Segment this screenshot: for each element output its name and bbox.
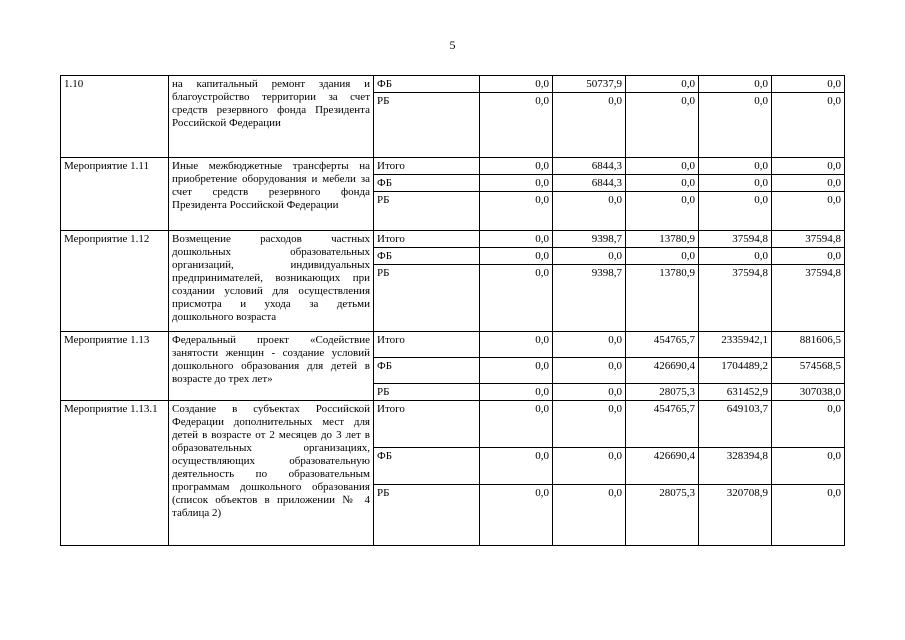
amount-cell: 0,0: [772, 448, 845, 485]
amount-cell: 0,0: [480, 93, 553, 158]
amount-cell: 37594,8: [699, 231, 772, 248]
amount-cell: 574568,5: [772, 358, 845, 384]
amount-cell: 0,0: [553, 332, 626, 358]
amount-cell: 320708,9: [699, 485, 772, 546]
amount-cell: 0,0: [626, 76, 699, 93]
amount-cell: 307038,0: [772, 384, 845, 401]
amount-cell: 0,0: [772, 158, 845, 175]
amount-cell: 0,0: [480, 485, 553, 546]
amount-cell: 0,0: [772, 485, 845, 546]
amount-cell: 0,0: [553, 401, 626, 448]
amount-cell: 0,0: [480, 76, 553, 93]
funding-source: РБ: [374, 384, 480, 401]
amount-cell: 37594,8: [772, 231, 845, 248]
measure-description: на капитальный ремонт здания и благоустройство территории за счет средств резервного фонда Президента Российской Федерации: [169, 76, 374, 158]
amount-cell: 0,0: [553, 485, 626, 546]
amount-cell: 0,0: [772, 76, 845, 93]
funding-source: ФБ: [374, 358, 480, 384]
amount-cell: 0,0: [772, 192, 845, 231]
funding-source: Итого: [374, 231, 480, 248]
amount-cell: 0,0: [772, 175, 845, 192]
measure-description: Иные межбюджетные трансферты на приобретение оборудования и мебели за счет средств резервного фонда Президента Российской Федерации: [169, 158, 374, 231]
amount-cell: 0,0: [553, 248, 626, 265]
amount-cell: 0,0: [626, 192, 699, 231]
funding-source: РБ: [374, 192, 480, 231]
funding-source: РБ: [374, 485, 480, 546]
amount-cell: 0,0: [699, 248, 772, 265]
amount-cell: 0,0: [480, 358, 553, 384]
funding-source: Итого: [374, 401, 480, 448]
funding-source: ФБ: [374, 175, 480, 192]
amount-cell: 631452,9: [699, 384, 772, 401]
page-number: 5: [449, 38, 456, 52]
amount-cell: 454765,7: [626, 401, 699, 448]
amount-cell: 0,0: [480, 231, 553, 248]
measure-code: Мероприятие 1.13: [61, 332, 169, 401]
amount-cell: 0,0: [553, 384, 626, 401]
table-row: [61, 231, 845, 248]
amount-cell: 0,0: [553, 358, 626, 384]
amount-cell: 0,0: [480, 265, 553, 332]
amount-cell: 37594,8: [699, 265, 772, 332]
amount-cell: 13780,9: [626, 231, 699, 248]
amount-cell: 649103,7: [699, 401, 772, 448]
amount-cell: 6844,3: [553, 158, 626, 175]
amount-cell: 328394,8: [699, 448, 772, 485]
amount-cell: 0,0: [626, 158, 699, 175]
amount-cell: 0,0: [480, 332, 553, 358]
amount-cell: 1704489,2: [699, 358, 772, 384]
amount-cell: 28075,3: [626, 384, 699, 401]
funding-source: ФБ: [374, 448, 480, 485]
amount-cell: 9398,7: [553, 231, 626, 248]
measure-description: Возмещение расходов частных дошкольных образовательных организаций, индивидуальных предпринимателей, возникающих при создании условий для осуществления присмотра и ухода за детьми дошкольного возраста: [169, 231, 374, 332]
amount-cell: 881606,5: [772, 332, 845, 358]
measure-code: Мероприятие 1.12: [61, 231, 169, 332]
measure-code: Мероприятие 1.11: [61, 158, 169, 231]
amount-cell: 0,0: [480, 248, 553, 265]
amount-cell: 426690,4: [626, 358, 699, 384]
measure-description: Создание в субъектах Российской Федерации дополнительных мест для детей в возрасте от 2 месяцев до 3 лет в образовательных организациях, осуществляющих образовательную деятельность по образовательным программам дошкольного образования (список объектов в приложении № 4 таблица 2): [169, 401, 374, 546]
amount-cell: 0,0: [626, 93, 699, 158]
amount-cell: 0,0: [699, 93, 772, 158]
amount-cell: 0,0: [480, 158, 553, 175]
table-row: [61, 76, 845, 93]
amount-cell: 0,0: [553, 448, 626, 485]
amount-cell: 0,0: [626, 175, 699, 192]
amount-cell: 6844,3: [553, 175, 626, 192]
table-row: [61, 332, 845, 358]
amount-cell: 0,0: [772, 401, 845, 448]
table-row: [61, 401, 845, 448]
amount-cell: 0,0: [626, 248, 699, 265]
amount-cell: 0,0: [772, 93, 845, 158]
amount-cell: 9398,7: [553, 265, 626, 332]
measure-code: 1.10: [61, 76, 169, 158]
amount-cell: 0,0: [699, 175, 772, 192]
measure-description: Федеральный проект «Содействие занятости женщин - создание условий дошкольного образования для детей в возрасте до трех лет»: [169, 332, 374, 401]
measure-code: Мероприятие 1.13.1: [61, 401, 169, 546]
amount-cell: 50737,9: [553, 76, 626, 93]
amount-cell: 0,0: [699, 76, 772, 93]
funding-source: Итого: [374, 158, 480, 175]
funding-source: РБ: [374, 265, 480, 332]
amount-cell: 0,0: [480, 448, 553, 485]
amount-cell: 0,0: [553, 93, 626, 158]
amount-cell: 37594,8: [772, 265, 845, 332]
amount-cell: 0,0: [699, 158, 772, 175]
amount-cell: 2335942,1: [699, 332, 772, 358]
funding-source: ФБ: [374, 248, 480, 265]
funding-source: ФБ: [374, 76, 480, 93]
budget-table: [60, 75, 845, 546]
amount-cell: 28075,3: [626, 485, 699, 546]
amount-cell: 0,0: [480, 401, 553, 448]
amount-cell: 0,0: [553, 192, 626, 231]
funding-source: Итого: [374, 332, 480, 358]
amount-cell: 0,0: [480, 192, 553, 231]
amount-cell: 0,0: [772, 248, 845, 265]
table-row: [61, 158, 845, 175]
funding-source: РБ: [374, 93, 480, 158]
amount-cell: 13780,9: [626, 265, 699, 332]
amount-cell: 0,0: [480, 384, 553, 401]
amount-cell: 454765,7: [626, 332, 699, 358]
amount-cell: 0,0: [699, 192, 772, 231]
amount-cell: 426690,4: [626, 448, 699, 485]
amount-cell: 0,0: [480, 175, 553, 192]
